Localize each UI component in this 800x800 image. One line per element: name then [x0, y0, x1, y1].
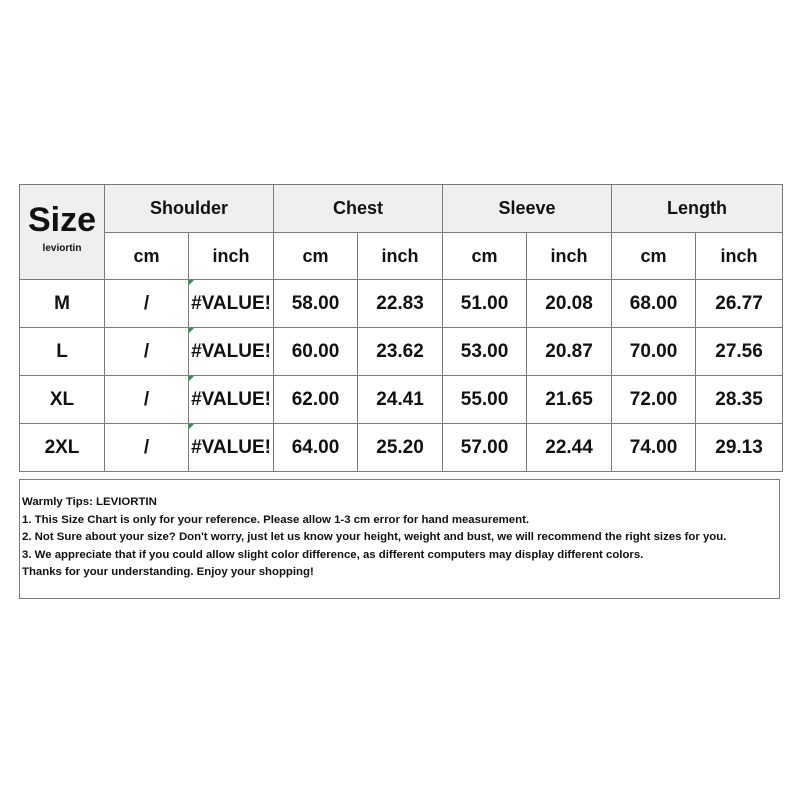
size-heading: Size — [27, 201, 97, 239]
table-cell: 22.83 — [358, 280, 443, 328]
table-cell: 55.00 — [443, 376, 527, 424]
size-corner-cell — [20, 185, 105, 280]
tips-closing: Thanks for your understanding. Enjoy your shopping! — [22, 566, 314, 579]
unit-header: cm — [443, 233, 527, 280]
unit-header: inch — [527, 233, 612, 280]
table-cell: / — [105, 328, 189, 376]
table-row — [20, 328, 783, 376]
table-cell: / — [105, 424, 189, 472]
tips-heading: Warmly Tips: LEVIORTIN — [22, 496, 157, 508]
length-header: Length — [612, 185, 783, 233]
unit-header: cm — [612, 233, 696, 280]
table-cell: 70.00 — [612, 328, 696, 376]
table-cell: / — [105, 376, 189, 424]
table-cell: #VALUE! — [189, 328, 274, 376]
unit-header-row — [20, 233, 783, 280]
table-cell: / — [105, 280, 189, 328]
table-cell: 53.00 — [443, 328, 527, 376]
table-cell: 58.00 — [274, 280, 358, 328]
unit-header: cm — [274, 233, 358, 280]
table-cell: 22.44 — [527, 424, 612, 472]
table-cell: 74.00 — [612, 424, 696, 472]
table-cell: 25.20 — [358, 424, 443, 472]
table-cell: 21.65 — [527, 376, 612, 424]
unit-header: inch — [189, 233, 274, 280]
table-cell: #VALUE! — [189, 424, 274, 472]
table-row — [20, 376, 783, 424]
table-row — [20, 280, 783, 328]
tip-line: 2. Not Sure about your size? Don't worry, just let us know your height, weight and bust, we will recommend the right sizes for you. — [22, 531, 727, 544]
chest-header: Chest — [274, 185, 443, 233]
size-chart-table — [19, 184, 783, 472]
unit-header: inch — [358, 233, 443, 280]
table-cell: 24.41 — [358, 376, 443, 424]
shoulder-header: Shoulder — [105, 185, 274, 233]
table-cell: 51.00 — [443, 280, 527, 328]
table-cell: 27.56 — [696, 328, 783, 376]
unit-header: inch — [696, 233, 783, 280]
table-cell: 20.87 — [527, 328, 612, 376]
table-cell: 20.08 — [527, 280, 612, 328]
table-cell: 29.13 — [696, 424, 783, 472]
table-cell: 64.00 — [274, 424, 358, 472]
table-row — [20, 424, 783, 472]
size-label: M — [20, 280, 105, 328]
table-cell: 26.77 — [696, 280, 783, 328]
tip-line: 3. We appreciate that if you could allow slight color difference, as different computers may display different colors. — [22, 548, 644, 561]
table-cell: 57.00 — [443, 424, 527, 472]
sleeve-header: Sleeve — [443, 185, 612, 233]
table-cell: #VALUE! — [189, 280, 274, 328]
unit-header: cm — [105, 233, 189, 280]
tips-box — [19, 479, 780, 599]
table-cell: 28.35 — [696, 376, 783, 424]
table-cell: 60.00 — [274, 328, 358, 376]
table-cell: #VALUE! — [189, 376, 274, 424]
table-cell: 23.62 — [358, 328, 443, 376]
tip-line: 1. This Size Chart is only for your reference. Please allow 1-3 cm error for hand measurement. — [22, 513, 530, 526]
size-label: 2XL — [20, 424, 105, 472]
size-label: L — [20, 328, 105, 376]
table-cell: 62.00 — [274, 376, 358, 424]
size-label: XL — [20, 376, 105, 424]
brand-label: leviortin — [42, 243, 82, 254]
table-cell: 72.00 — [612, 376, 696, 424]
group-header-row — [20, 185, 783, 233]
table-cell: 68.00 — [612, 280, 696, 328]
